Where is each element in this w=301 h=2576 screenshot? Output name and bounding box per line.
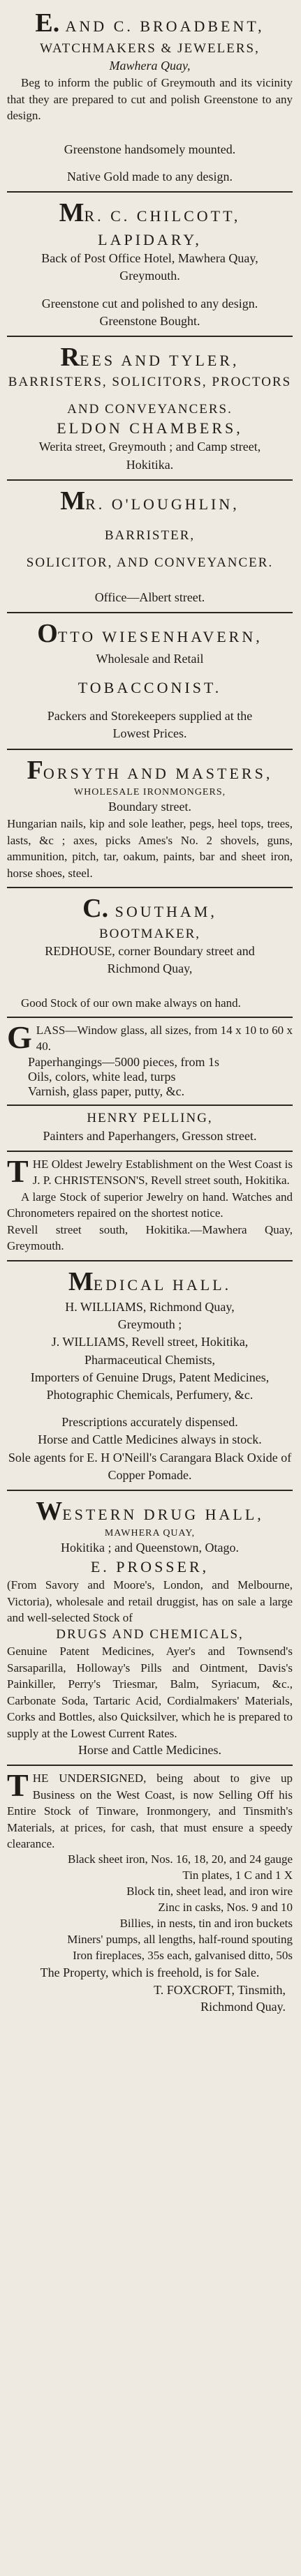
- ad-rees-tyler: [7, 337, 293, 481]
- ad-trade: BOOTMAKER,: [98, 926, 201, 941]
- ad-line: Sole agents for E. H O'Neill's Carangara Black Oxide of Copper Pomade.: [8, 1450, 292, 1482]
- ad-heading: HENRY PELLING,: [87, 1110, 213, 1125]
- heading-initial: F: [27, 755, 43, 785]
- heading-rest: EDICAL HALL.: [93, 1275, 232, 1294]
- ad-address: Boundary street.: [108, 800, 191, 814]
- ad-line: Greenstone Bought.: [99, 313, 200, 328]
- drop-cap: T: [7, 1767, 29, 1804]
- heading-initial: M: [68, 1266, 94, 1296]
- ad-line: Native Gold made to any design.: [67, 169, 233, 184]
- heading-rest: AND C. BROADBENT,: [65, 17, 265, 35]
- ad-place: Greymouth ;: [117, 1317, 182, 1332]
- ad-address: Greymouth.: [119, 269, 180, 283]
- heading-initial: R: [60, 342, 80, 372]
- ad-body: THE Oldest Jewelry Establishment on the West Coast is J. P. CHRISTENSON'S, Revell street south, Hokitika.: [7, 1153, 293, 1189]
- ad-address: Back of Post Office Hotel, Mawhera Quay,: [41, 251, 258, 266]
- ad-body: (From Savory and Moore's, London, and Melbourne, Victoria), wholesale and retail druggist, has on sale a large and well-selected Stock of: [7, 1578, 293, 1625]
- ad-trade: WHOLESALE IRONMONGERS,: [73, 787, 226, 798]
- ad-body: Importers of Genuine Drugs, Patent Medicines, Photographic Chemicals, Perfumery, &c.: [30, 1370, 270, 1402]
- ad-forsyth-masters: [7, 750, 293, 889]
- ad-trade: Pharmaceutical Chemists,: [85, 1352, 215, 1367]
- ad-body: A large Stock of superior Jewelry on hand. Watches and Chronometers repaired on the shortest notice.: [7, 1190, 293, 1220]
- ad-line: Horse and Cattle Medicines.: [78, 1742, 221, 1757]
- ad-line: Painters and Paperhangers, Gresson street.: [43, 1128, 257, 1143]
- ad-address: Richmond Quay,: [107, 961, 193, 976]
- ad-stock: DRUGS AND CHEMICALS,: [56, 1626, 244, 1642]
- ad-trade: WATCHMAKERS & JEWELERS,: [40, 40, 260, 56]
- heading-initial: C.: [82, 894, 109, 924]
- ad-broadbent: [7, 3, 293, 193]
- drop-cap: T: [7, 1153, 29, 1189]
- ad-trade: LAPIDARY,: [98, 230, 202, 248]
- heading-initial: M: [60, 486, 86, 516]
- heading-initial: O: [37, 618, 58, 648]
- list-item: Block tin, sheet lead, and iron wire: [126, 1885, 293, 1899]
- ad-line: Varnish, glass paper, putty, &c.: [28, 1084, 185, 1098]
- ad-body: Beg to inform the public of Greymouth and its vicinity that they are prepared to cut and polish Greenstone to any design.: [7, 76, 293, 123]
- list-item: Tin plates, 1 C and 1 X: [182, 1869, 293, 1882]
- heading-initial: E.: [35, 8, 60, 38]
- ad-address: Richmond Quay.: [200, 2000, 286, 2014]
- ad-trade: SOLICITOR, AND CONVEYANCER.: [26, 555, 274, 570]
- ad-heading: [7, 754, 293, 788]
- list-item: Zinc in casks, Nos. 9 and 10: [158, 1901, 293, 1915]
- ad-christenson: [7, 1152, 293, 1261]
- ad-trade: AND CONVEYANCERS.: [67, 402, 233, 417]
- ad-western-drug-hall: [7, 1491, 293, 1766]
- ad-address: Hokitika.: [126, 457, 174, 472]
- heading-initial: W: [36, 1496, 63, 1526]
- ad-line: Greenstone handsomely mounted.: [64, 142, 236, 156]
- ad-body: Hungarian nails, kip and sole leather, pegs, heel tops, trees, lasts, &c ; axes, picks Ames's No. 2 shovels, guns, ammunition, pitch, tar, oakum, paints, bar and sheet iron, horse shoes, steel.: [7, 817, 293, 880]
- list-item: Iron fireplaces, 35s each, galvanised ditto, 50s: [73, 1949, 293, 1963]
- ad-signature: T. FOXCROFT, Tinsmith,: [154, 1983, 286, 1998]
- ad-line: Prescriptions accurately dispensed.: [61, 1415, 238, 1430]
- ad-chambers: ELDON CHAMBERS,: [57, 419, 243, 437]
- ad-owner: J. WILLIAMS, Revell street, Hokitika,: [51, 1335, 249, 1349]
- ad-address: Mawhera Quay,: [109, 59, 191, 73]
- ad-heading: [7, 1266, 293, 1299]
- ad-body: GLASS—Window glass, all sizes, from 14 x 10 to 60 x 40.: [7, 1019, 293, 1056]
- ad-body: The Property, which is freehold, is for Sale.: [40, 1965, 260, 1979]
- ad-body: Lowest Prices.: [112, 726, 187, 741]
- drop-cap: G: [7, 1019, 32, 1056]
- ad-heading: [7, 7, 293, 40]
- ad-address: REDHOUSE, corner Boundary street and: [45, 944, 255, 959]
- heading-initial: M: [59, 198, 85, 228]
- heading-rest: TTO WIESENHAVERN,: [57, 627, 263, 645]
- ad-southam: [7, 888, 293, 1018]
- list-item: Miners' pumps, all lengths, half-round spouting: [67, 1933, 293, 1947]
- ad-heading: [7, 892, 293, 926]
- ad-pelling: [7, 1106, 293, 1152]
- heading-rest: ESTERN DRUG HALL,: [62, 1505, 264, 1523]
- ad-address: Hokitika ; and Queenstown, Otago.: [61, 1541, 239, 1555]
- ad-body: Greenstone cut and polished to any design.: [41, 296, 258, 310]
- ad-trade: TOBACCONIST.: [78, 678, 222, 696]
- ad-line: Paperhangings—5000 pieces, from 1s: [28, 1054, 219, 1069]
- heading-rest: SOUTHAM,: [115, 903, 217, 921]
- ad-wiesenhavern: [7, 613, 293, 750]
- ad-glass: [7, 1018, 293, 1106]
- ad-heading: [7, 485, 293, 518]
- ad-line: Wholesale and Retail: [96, 652, 204, 666]
- heading-rest: R. C. CHILCOTT,: [84, 207, 241, 225]
- ad-heading: [7, 1495, 293, 1529]
- ad-oloughlin: [7, 481, 293, 613]
- heading-rest: R. O'LOUGHLIN,: [85, 495, 240, 513]
- ad-body: Revell street south, Hokitika.—Mawhera Quay, Greymouth.: [7, 1222, 293, 1253]
- heading-rest: ORSYTH AND MASTERS,: [43, 764, 273, 782]
- ad-trade: BARRISTERS, SOLICITORS, PROCTORS: [8, 375, 292, 390]
- ad-address: Werita street, Greymouth ; and Camp street,: [38, 440, 261, 454]
- ad-body: Genuine Patent Medicines, Ayer's and Townsend's Sarsaparilla, Holloway's Pills and Ointment, Davis's Painkiller, Perry's Triesmar, Balm, Syriacum, &c., Carbonate Soda, Tartaric Acid, Cordialmakers' Materials, Corks and Bottles, also Quicksilver, which he is prepared to supply at the Lowest Current Rates.: [7, 1645, 293, 1740]
- ad-body: THE UNDERSIGNED, being about to give up Business on the West Coast, is now Selling Off his Entire Stock of Tinware, Ironmongery, and Tinsmith's Materials, at prices, for cash, that must ensure a speedy clearance.: [7, 1767, 293, 1850]
- ad-heading: [7, 617, 293, 651]
- ad-office: Office—Albert street.: [94, 590, 205, 604]
- ad-address: MAWHERA QUAY,: [104, 1528, 196, 1539]
- ad-body: Packers and Storekeepers supplied at the: [47, 709, 253, 724]
- ad-heading: [7, 341, 293, 375]
- ad-foxcroft: [7, 1766, 293, 2021]
- ad-trade: BARRISTER,: [104, 528, 196, 544]
- ad-owner: H. WILLIAMS, Richmond Quay,: [65, 1300, 235, 1315]
- ad-line: Oils, colors, white lead, turps: [28, 1069, 176, 1084]
- list-item: Black sheet iron, Nos. 16, 18, 20, and 24 gauge: [68, 1852, 293, 1866]
- heading-rest: EES AND TYLER,: [79, 351, 240, 369]
- price-list: [7, 1852, 293, 1964]
- ad-chilcott: [7, 193, 293, 337]
- ad-proprietor: E. PROSSER,: [90, 1557, 210, 1575]
- list-item: Billies, in nests, tin and iron buckets: [119, 1917, 293, 1931]
- ad-heading: [7, 197, 293, 230]
- ad-medical-hall: [7, 1261, 293, 1491]
- ad-line: Horse and Cattle Medicines always in stock.: [38, 1432, 262, 1447]
- ad-body: Good Stock of our own make always on hand.: [21, 996, 241, 1010]
